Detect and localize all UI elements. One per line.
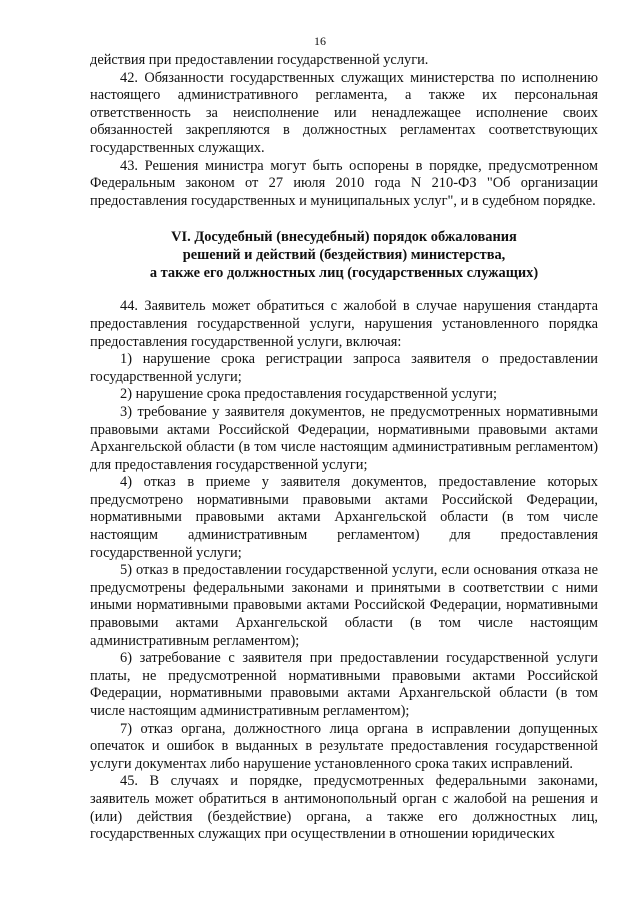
list-item-1: 1) нарушение срока регистрации запроса заявителя о предоставлении государственной услуги; [90, 351, 598, 385]
document-body [90, 52, 598, 844]
section-heading-line-2: решений и действий (бездействия) министерства, [182, 247, 506, 264]
section-heading-line-1: VI. Досудебный (внесудебный) порядок обжалования [171, 229, 517, 246]
section-heading-line-3: а также его должностных лиц (государственных служащих) [149, 265, 539, 282]
list-item-2: 2) нарушение срока предоставления государственной услуги; [120, 386, 497, 403]
paragraph-43: 43. Решения министра могут быть оспорены в порядке, предусмотренном Федеральным законом от 27 июля 2010 года N 210-ФЗ "Об организации предоставления государственных и муниципальных услуг", и в судебном порядке. [90, 157, 598, 209]
list-item-5: 5) отказ в предоставлении государственной услуги, если основания отказа не предусмотрены федеральными законами и принятыми в соответствии с ними иными нормативными правовыми актами Российской Федерации, нормативными правовыми актами Архангельской области (в том числе настоящим административным регламентом); [90, 562, 598, 649]
paragraph-42: 42. Обязанности государственных служащих министерства по исполнению настоящего административного регламента, а также их персональная ответственность за неисполнение или ненадлежащее исполнение своих обязанностей закрепляются в должностных регламентах соответствующих государственных служащих. [90, 69, 598, 156]
paragraph-continuation: действия при предоставлении государственной услуги. [90, 52, 429, 68]
paragraph-44: 44. Заявитель может обратиться с жалобой в случае нарушения стандарта предоставления государственной услуги, нарушения установленного порядка предоставления государственной услуги, включая: [90, 298, 598, 350]
section-heading [90, 228, 598, 282]
list-item-6: 6) затребование с заявителя при предоставлении государственной услуги платы, не предусмотренной нормативными правовыми актами Российской Федерации, нормативными правовыми актами Архангельской области (в том числе настоящим административным регламентом); [90, 650, 598, 719]
paragraph-45: 45. В случаях и порядке, предусмотренных федеральными законами, заявитель может обратиться в антимонопольный орган с жалобой на решения и (или) действия (бездействие) органа, а также его должностных лиц, государственных служащих при осуществлении в отношении юридических [90, 773, 598, 843]
page-number: 16 [314, 34, 326, 48]
list-item-7: 7) отказ органа, должностного лица органа в исправлении допущенных опечаток и ошибок в выданных в результате предоставления государственной услуги документах либо нарушение установленного срока таких исправлений. [90, 720, 598, 772]
list-item-3: 3) требование у заявителя документов, не предусмотренных нормативными правовыми актами Российской Федерации, нормативными правовыми актами Архангельской области (в том числе настоящим административным регламентом) для предоставления государственной услуги; [90, 403, 598, 473]
list-item-4: 4) отказ в приеме у заявителя документов, предоставление которых предусмотрено нормативными правовыми актами Российской Федерации, нормативными правовыми актами Архангельской области (в том числе настоящим административным регламентом) для предоставления государственной услуги; [90, 474, 598, 561]
